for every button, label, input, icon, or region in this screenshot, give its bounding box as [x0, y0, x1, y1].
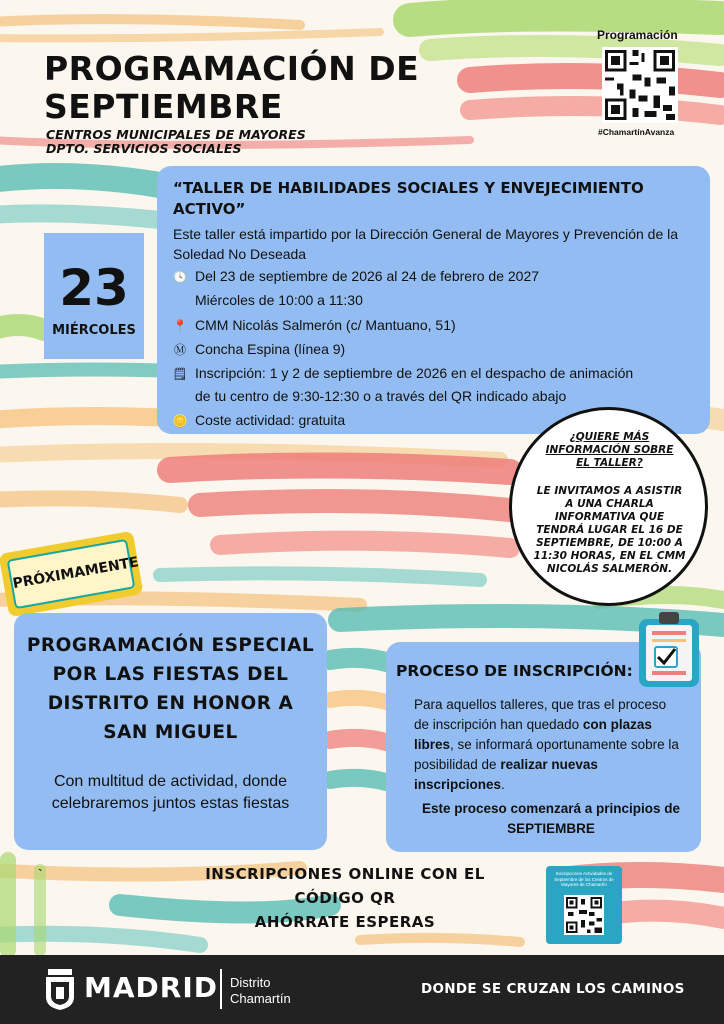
metro-icon: Ⓜ [173, 343, 186, 357]
qr-card-caption: Inscripciones Actividades de Septiembre de los Centros de Mayores de Chamartín [554, 871, 614, 887]
workshop-metro-row [171, 339, 345, 360]
workshop-location-row [171, 315, 456, 336]
info-circle [509, 407, 708, 606]
qr-code-icon[interactable] [602, 47, 678, 123]
info-question: ¿QUIERE MÁS INFORMACIÓN SOBRE EL TALLER? [545, 431, 674, 469]
workshop-metro: Concha Espina (línea 9) [195, 341, 346, 357]
date-badge [44, 233, 144, 359]
process-text-1: Para aquellos talleres, que tras el proceso de inscripción han quedado [414, 697, 667, 732]
workshop-dates: Del 23 de septiembre de 2026 al 24 de febrero de 2027 [195, 268, 540, 284]
footer-slogan: DONDE SE CRUZAN LOS CAMINOS [421, 981, 685, 997]
process-closing: Este proceso comenzará a principios de SEPTIEMBRE [421, 801, 681, 836]
district-line2: Chamartín [230, 991, 291, 1006]
online-line2: CÓDIGO QR [294, 889, 396, 907]
online-registration-text [180, 862, 510, 934]
process-text [414, 695, 684, 795]
workshop-cost-row [171, 410, 345, 431]
qr-label: Programación [597, 28, 678, 42]
location-pin-icon: 📍 [172, 319, 188, 333]
process-bold-2: realizar nuevas inscripciones [414, 757, 598, 792]
workshop-title: “TALLER DE HABILIDADES SOCIALES Y ENVEJECIMIENTO ACTIVO” [173, 179, 644, 218]
madrid-crest-icon [44, 967, 76, 1016]
notepad-icon: 🗒 [172, 367, 188, 381]
page-title [44, 50, 464, 126]
workshop-panel [157, 166, 710, 434]
page-title-line1: PROGRAMACIÓN DE [44, 49, 420, 88]
workshop-registration-line2: de tu centro de 9:30-12:30 o a través del QR indicado abajo [195, 388, 567, 404]
special-program-title: PROGRAMACIÓN ESPECIAL POR LAS FIESTAS DEL DISTRITO EN HONOR A SAN MIGUEL [26, 635, 315, 743]
registration-qr-card[interactable] [546, 866, 622, 944]
clipboard-icon [637, 609, 701, 689]
process-text-3: . [501, 777, 505, 792]
date-weekday: MIÉRCOLES [52, 323, 136, 338]
workshop-cost: Coste actividad: gratuita [195, 412, 346, 428]
online-line3: AHÓRRATE ESPERAS [254, 913, 436, 931]
stray-mark: ` [38, 866, 43, 882]
district-line1: Distrito [230, 975, 271, 990]
page-title-line2: SEPTIEMBRE [44, 87, 283, 126]
subtitle-line2: DPTO. SERVICIOS SOCIALES [46, 141, 242, 156]
footer-divider [220, 969, 222, 1009]
coming-soon-label: PRÓXIMAMENTE [7, 539, 136, 609]
coins-icon: 🪙 [172, 414, 188, 428]
workshop-registration-row [171, 363, 633, 384]
footer-bar [0, 955, 724, 1024]
workshop-description: Este taller está impartido por la Dirección General de Mayores y Prevención de la Soledad No Deseada [173, 226, 679, 262]
date-number: 23 [59, 259, 129, 317]
special-program-panel [14, 613, 327, 850]
process-title: PROCESO DE INSCRIPCIÓN: [396, 662, 633, 680]
subtitle-line1: CENTROS MUNICIPALES DE MAYORES [46, 127, 306, 142]
special-program-text: Con multitud de actividad, donde celebraremos juntos estas fiestas [51, 773, 290, 812]
process-text-2: , se informará oportunamente sobre la posibilidad de [414, 737, 679, 772]
madrid-brand: MADRID [84, 971, 218, 1004]
workshop-location: CMM Nicolás Salmerón (c/ Mantuano, 51) [195, 317, 456, 333]
online-line1: INSCRIPCIONES ONLINE CON EL [205, 865, 485, 883]
workshop-registration-line1: Inscripción: 1 y 2 de septiembre de 2026 en el despacho de animación [195, 365, 634, 381]
clock-icon: 🕓 [172, 270, 188, 284]
hashtag: #ChamartínAvanza [598, 127, 675, 137]
process-bold-1: con plazas libres [414, 717, 652, 752]
qr-code-icon[interactable] [564, 895, 604, 935]
workshop-dates-row [171, 266, 539, 287]
info-text: LE INVITAMOS A ASISTIR A UNA CHARLA INFORMATIVA QUE TENDRÁ LUGAR EL 16 DE SEPTIEMBRE, DE 10:00 A 11:30 HORAS, EN EL CMM NICOLÁS SALMERÓN. [533, 485, 686, 575]
workshop-schedule: Miércoles de 10:00 a 11:30 [195, 292, 363, 308]
page-subtitle [46, 128, 306, 156]
